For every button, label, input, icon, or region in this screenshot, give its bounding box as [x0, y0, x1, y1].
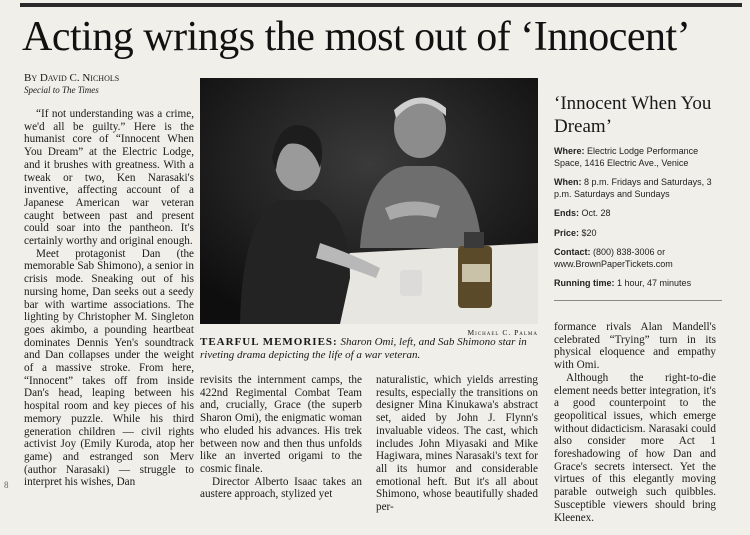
margin-mark: 8: [4, 480, 9, 490]
info-runtime: [554, 278, 722, 301]
info-runtime-label: Running time:: [554, 278, 615, 288]
byline-role: Special to The Times: [24, 85, 99, 95]
paragraph: formance rivals Alan Mandell's celebrated “Trying” turn in its physical eloquence and empathy with Omi.: [554, 321, 716, 372]
info-contact-label: Contact:: [554, 247, 591, 257]
byline-author: By David C. Nichols: [24, 72, 120, 84]
article-column-2: [200, 374, 362, 501]
info-ends-value: Oct. 28: [581, 208, 611, 218]
paragraph: Meet protagonist Dan (the memorable Sab Shimono), a senior in crisis mode. Sneaking out of his nursing home, Dan seeks out a seedy bar with wartime associations. The lighting by Christopher M. Singleton goes akimbo, a pounding heartbeat dominates Dennis Yen's soundtrack and Dan collapses under the weight of a massive stroke. From here, “Innocent” takes off from inside Dan's head, leaping between his hospital room and key pieces of his memory puzzle. While his third generation children — civil rights activist Joy (Emily Kuroda, atop her game) and estranged son Merv (author Narasaki) — struggle to interpret his wishes, Dan: [24, 247, 194, 489]
show-info-box: [554, 92, 722, 309]
byline: [24, 72, 194, 96]
top-rule: [20, 3, 742, 7]
info-ends: [554, 208, 722, 220]
info-contact: [554, 247, 722, 270]
article-column-4: [554, 321, 716, 524]
paragraph: Director Alberto Isaac takes an austere approach, stylized yet: [200, 475, 362, 501]
info-price: [554, 228, 722, 240]
info-where-value: Electric Lodge Performance Space, 1416 Electric Ave., Venice: [554, 146, 699, 168]
paragraph: “If not understanding was a crime, we'd all be guilty.” Here is the humanist core of “Innocent When You Dream” at the Electric Lodge, and it brushes with greatness. With a tweak or two, Ken Narasaki's inventive, affecting account of a Japanese American war veteran caught between past and present could soar into the pantheon. It's certainly worthy and original enough.: [24, 108, 194, 248]
headline: Acting wrings the most out of ‘Innocent’: [22, 14, 691, 60]
paragraph: Although the right-to-die element needs better integration, it's a good counterpoint to the geopolitical issues, which emerge without didacticism. Narasaki could also consider more Act 1 foreshadowing of how Dan and Grace's secrets intersect. Yet the virtues of this elegantly moving parable outweigh such quibbles. Susceptible viewers should bring Kleenex.: [554, 371, 716, 524]
photo-credit: Michael C. Palma: [467, 328, 538, 337]
info-title: ‘Innocent When You Dream’: [554, 93, 712, 137]
info-runtime-value: 1 hour, 47 minutes: [617, 278, 692, 288]
caption-text: Sharon Omi, left, and Sab Shimono star in riveting drama depicting the life of a war veteran.: [200, 336, 527, 361]
info-contact-value: (800) 838-3006 or www.BrownPaperTickets.com: [554, 247, 673, 269]
info-where: [554, 146, 722, 169]
paragraph: revisits the internment camps, the 422nd Regimental Combat Team and, crucially, Grace (the superb Sharon Omi), the enigmatic woman who eluded his advances. His trek between now and then thus unfolds like an inverted origami to the cosmic finale.: [200, 374, 362, 475]
caption-label: TEARFUL MEMORIES:: [200, 336, 338, 348]
article-column-3: [376, 374, 538, 514]
photo-illustration: [200, 78, 538, 324]
paragraph: naturalistic, which yields arresting results, especially the transitions on designer Mina Kinukawa's abstract set, aided by John J. Flynn's invaluable videos. The cast, which includes John Miyasaki and Mike Hagiwara, mines Narasaki's text for all its humor and considerable emotional heft. But it's all about Shimono, whose beautifully shaded per-: [376, 374, 538, 514]
info-when-label: When:: [554, 177, 582, 187]
photo-caption: [200, 336, 540, 361]
info-when: [554, 177, 722, 200]
info-ends-label: Ends:: [554, 208, 580, 218]
info-price-value: $20: [581, 227, 597, 238]
info-where-label: Where:: [554, 146, 585, 156]
info-price-label: Price:: [554, 227, 580, 238]
info-when-value: 8 p.m. Fridays and Saturdays, 3 p.m. Saturdays and Sundays: [554, 177, 712, 199]
article-column-1: [24, 108, 194, 489]
article-photo: [200, 78, 538, 324]
